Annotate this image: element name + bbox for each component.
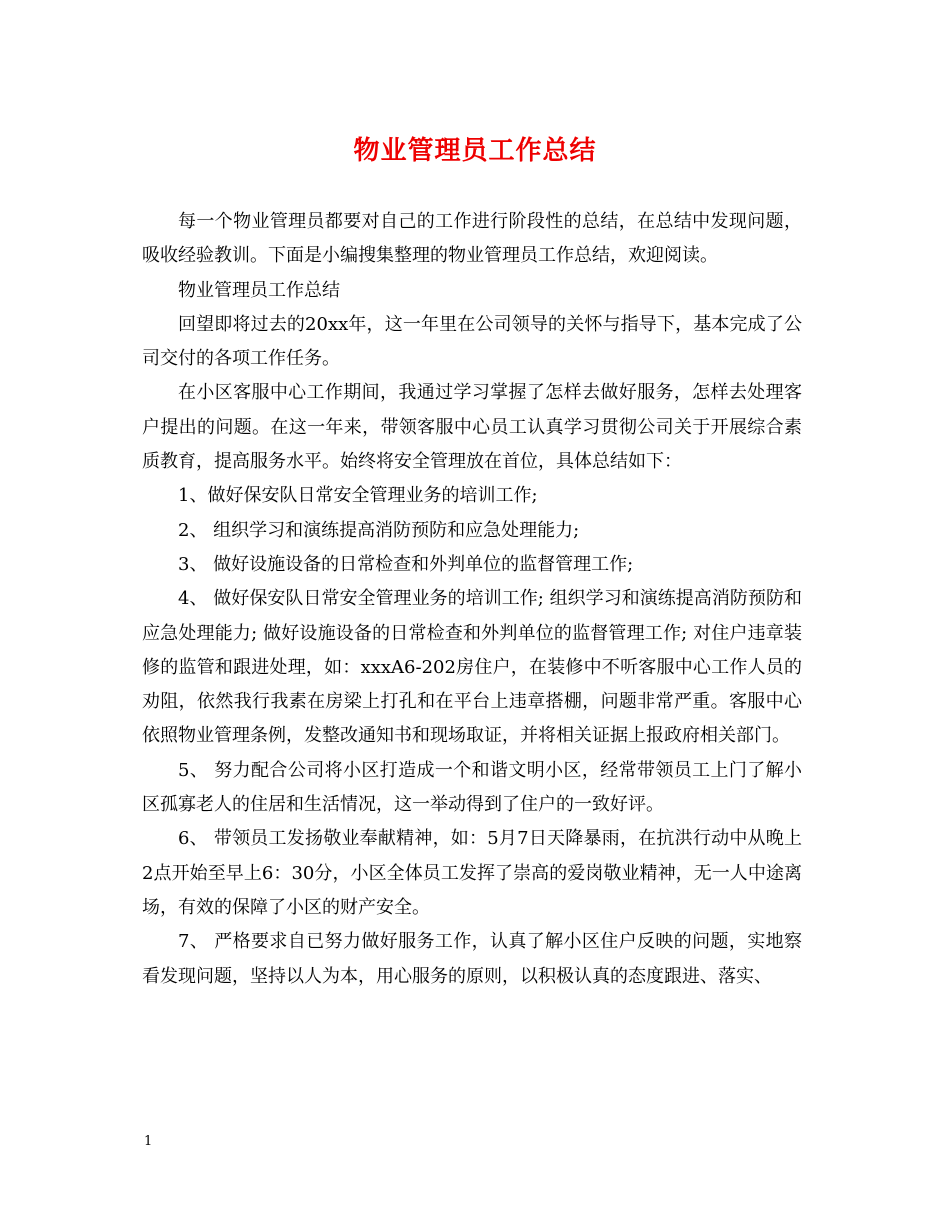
list-item-3: 3、 做好设施设备的日常检查和外判单位的监督管理工作; [178, 553, 634, 575]
document-body [142, 205, 802, 994]
body-paragraph: 在小区客服中心工作期间，我通过学习掌握了怎样去做好服务，怎样去处理客户提出的问题。在这一年来，带领客服中心员工认真学习贯彻公司关于开展综合素质教育，提高服务水平。始终将安全管理放在首位，具体总结如下： [142, 382, 802, 473]
list-item-1: 1、做好保安队日常安全管理业务的培训工作; [178, 485, 538, 507]
list-item-6: 6、 带领员工发扬敬业奉献精神，如：5月7日天降暴雨，在抗洪行动中从晚上2点开始至早上6：30分，小区全体员工发挥了崇高的爱岗敬业精神，无一人中途离场，有效的保障了小区的财产安全。 [142, 828, 802, 918]
list-item-5: 5、 努力配合公司将小区打造成一个和谐文明小区，经常带领员工上门了解小区孤寡老人的住居和生活情况，这一举动得到了住户的一致好评。 [142, 759, 802, 816]
document-title: 物业管理员工作总结 [353, 136, 597, 166]
subheading: 物业管理员工作总结 [178, 279, 340, 301]
body-paragraph: 回望即将过去的20xx年，这一年里在公司领导的关怀与指导下，基本完成了公司交付的各项工作任务。 [142, 313, 802, 370]
list-item-2: 2、 组织学习和演练提高消防预防和应急处理能力; [178, 519, 580, 541]
page-number: 1 [144, 1134, 153, 1149]
list-item-4: 4、 做好保安队日常安全管理业务的培训工作; 组织学习和演练提高消防预防和应急处理能力; 做好设施设备的日常检查和外判单位的监督管理工作; 对住户违章装修的监管和跟进处理，如：xxxA6-202房住户，在装修中不听客服中心工作人员的劝阻，依然我行我素在房梁上打孔和在平台上违章搭棚，问题非常严重。客服中心依照物业管理条例，发整改通知书和现场取证，并将相关证据上报政府相关部门。 [142, 588, 802, 747]
intro-paragraph: 每一个物业管理员都要对自己的工作进行阶段性的总结，在总结中发现问题，吸收经验教训。下面是小编搜集整理的物业管理员工作总结，欢迎阅读。 [142, 211, 802, 267]
list-item-7: 7、 严格要求自已努力做好服务工作，认真了解小区住户反映的问题，实地察看发现问题，坚持以人为本，用心服务的原则，以积极认真的态度跟进、落实、 [142, 931, 802, 987]
